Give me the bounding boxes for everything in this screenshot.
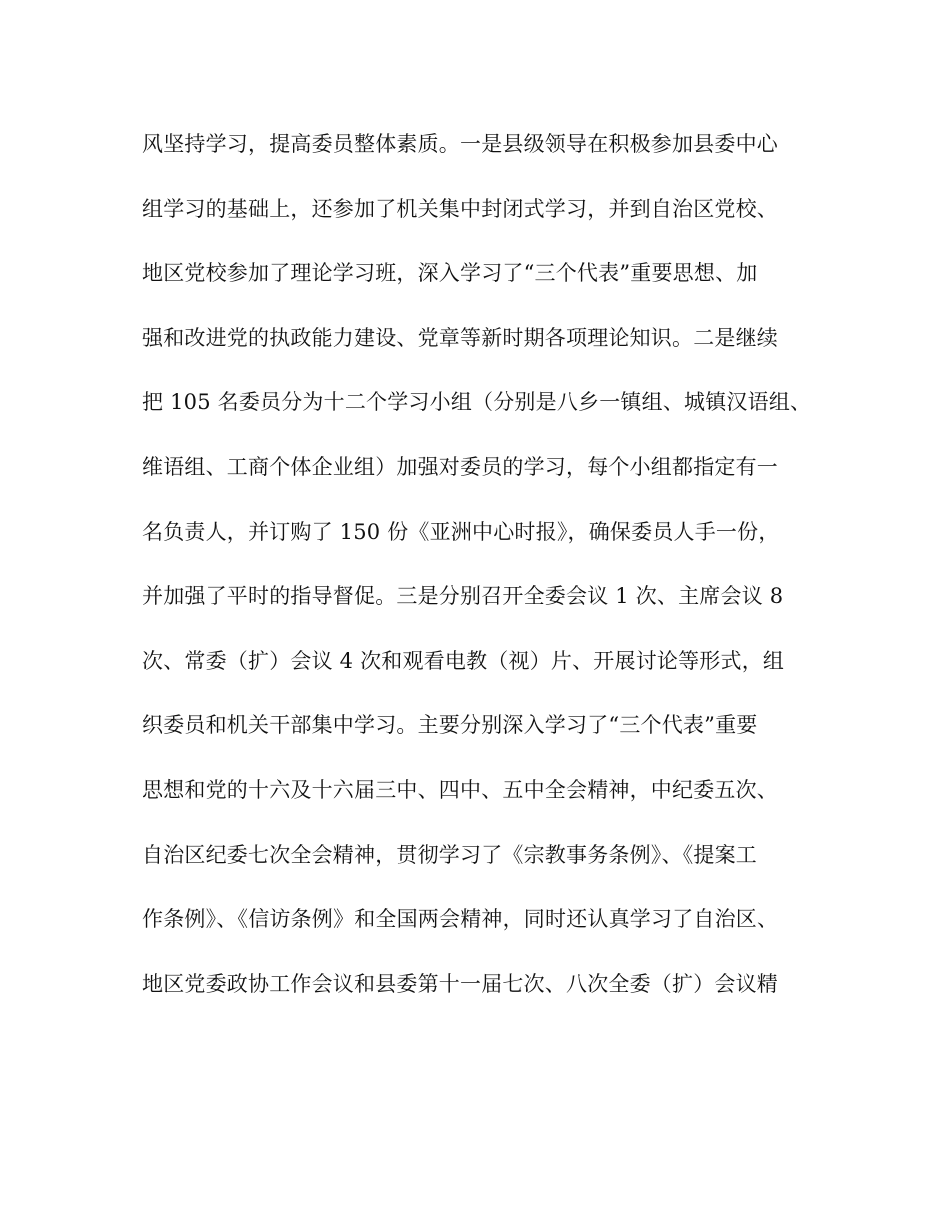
text-line: 强和改进党的执政能力建设、党章等新时期各项理论知识。二是继续 (142, 325, 778, 350)
text-line: 自治区纪委七次全会精神，贯彻学习了《宗教事务条例》、《提案工 (142, 842, 757, 867)
text-line: 风坚持学习，提高委员整体素质。一是县级领导在积极参加县委中心 (142, 132, 778, 156)
text-line: 维语组、工商个体企业组）加强对委员的学习，每个小组都指定有一 (142, 454, 778, 479)
text-line: 作条例》、《信访条例》和全国两会精神，同时还认真学习了自治区、 (142, 907, 779, 932)
text-line: 思想和党的十六及十六届三中、四中、五中全会精神，中纪委五次、 (142, 777, 778, 802)
text-line: 名负责人，并订购了 150 份《亚洲中心时报》，确保委员人手一份， (142, 519, 780, 544)
text-line: 组学习的基础上，还参加了机关集中封闭式学习，并到自治区党校、 (142, 196, 778, 221)
text-line: 织委员和机关干部集中学习。主要分别深入学习了“三个代表”重要 (142, 713, 758, 738)
body-text (142, 124, 822, 1028)
text-line: 把 105 名委员分为十二个学习小组（分别是八乡一镇组、城镇汉语组、 (142, 390, 812, 415)
text-line: 地区党委政协工作会议和县委第十一届七次、八次全委（扩）会议精 (142, 971, 778, 996)
text-line: 地区党校参加了理论学习班，深入学习了“三个代表”重要思想、加 (142, 261, 758, 286)
text-line: 次、常委（扩）会议 4 次和观看电教（视）片、开展讨论等形式，组 (142, 648, 785, 673)
text-line: 并加强了平时的指导督促。三是分别召开全委会议 1 次、主席会议 8 (142, 584, 784, 609)
